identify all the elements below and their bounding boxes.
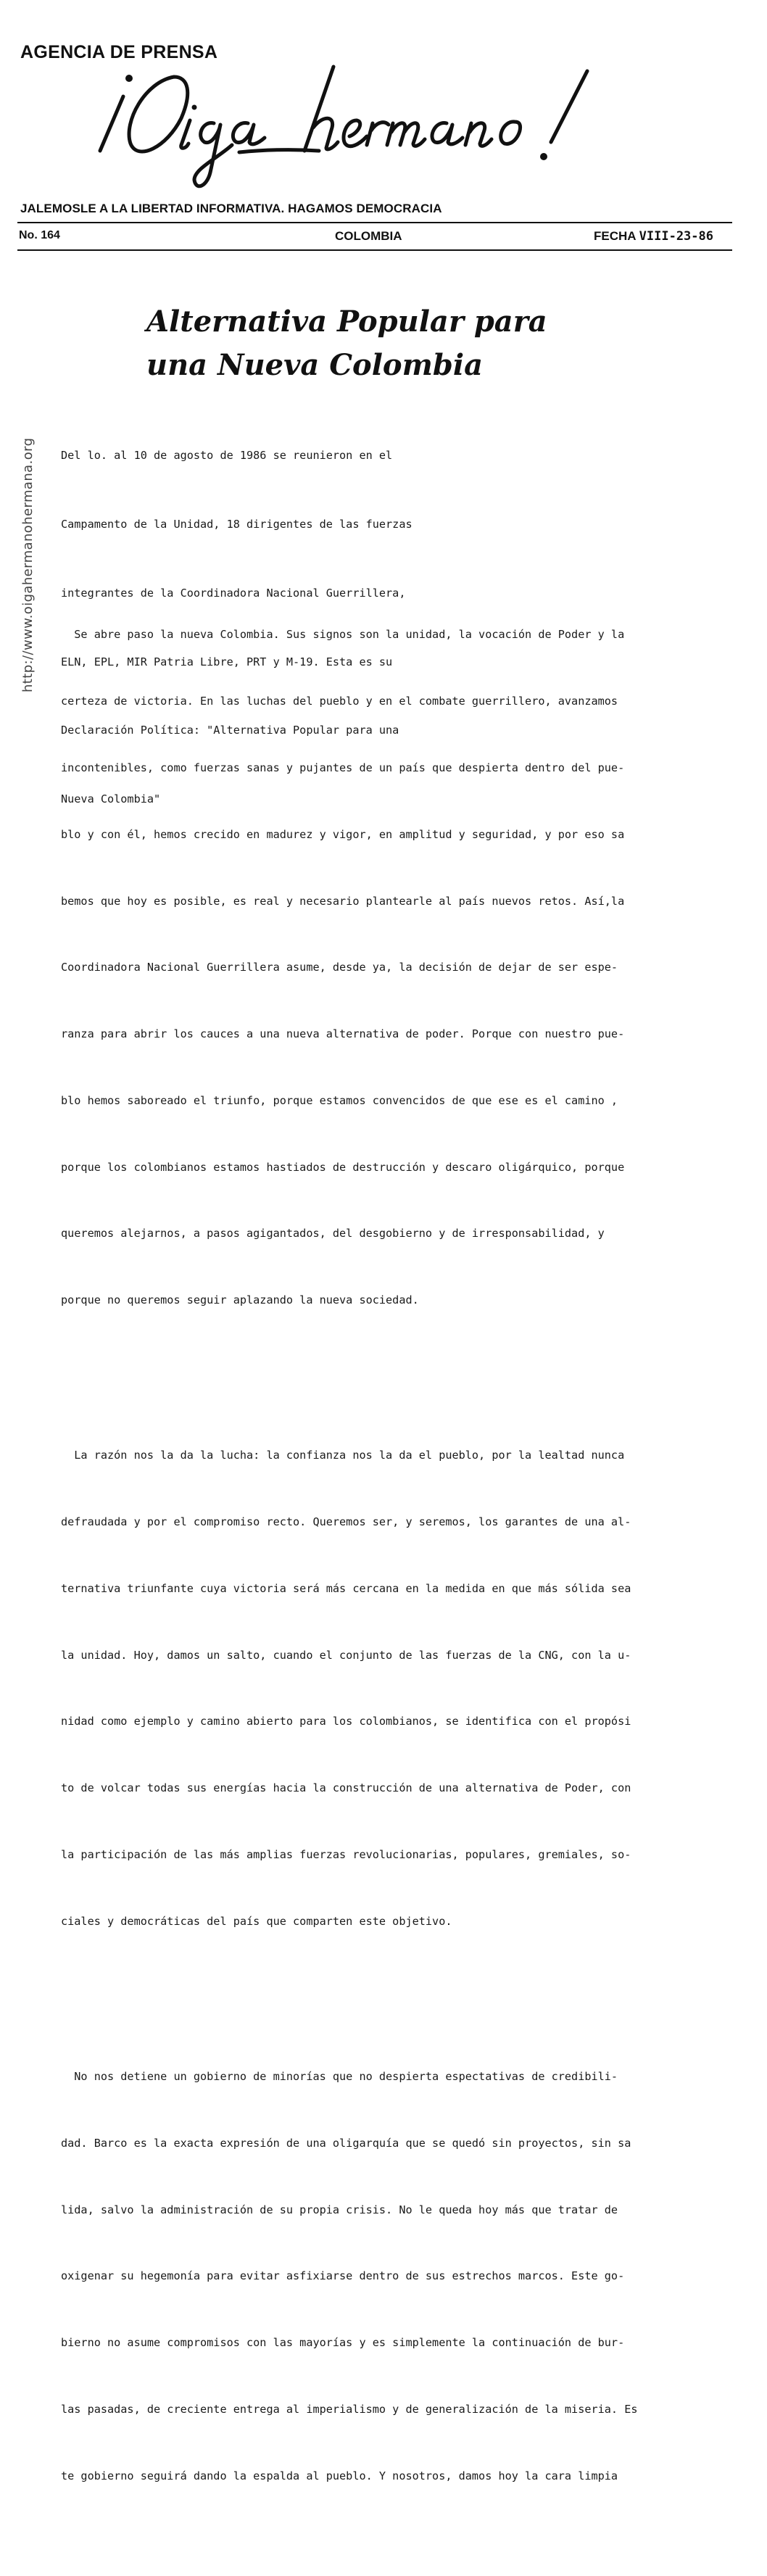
article-title-line: una Nueva Colombia [146, 348, 483, 382]
body-line: oxigenar su hegemonía para evitar asfixiarse dentro de sus estrechos marcos. Este go- [61, 2269, 625, 2283]
body-line: las pasadas, de creciente entrega al imperialismo y de generalización de la miseria. Es [61, 2402, 638, 2416]
article-title-line: Alternativa Popular para [146, 305, 547, 339]
intro-line: Declaración Política: "Alternativa Popular para una [61, 724, 399, 737]
body-line: blo hemos saboreado el triunfo, porque estamos convencidos de que ese es el camino , [61, 1093, 618, 1107]
issue-number: No. 164 [19, 229, 60, 241]
slogan: JALEMOSLE A LA LIBERTAD INFORMATIVA. HAGAMOS DEMOCRACIA [20, 202, 442, 215]
body-line: la participación de las más amplias fuerzas revolucionarias, populares, gremiales, so- [61, 1848, 631, 1862]
sidebar-url: http://www.oigahermanohermana.org [20, 437, 36, 692]
body-line: La razón nos la da la lucha: la confianza nos la da el pueblo, por la lealtad nunca [61, 1449, 625, 1462]
body-line: incontenibles, como fuerzas sanas y pujantes de un país que despierta dentro del pue- [61, 761, 625, 774]
body-line: defraudada y por el compromiso recto. Queremos ser, y seremos, los garantes de una al- [61, 1515, 631, 1529]
paragraph [61, 579, 638, 1356]
issue-info-bar [17, 229, 713, 245]
body-line: Coordinadora Nacional Guerrillera asume, desde ya, la decisión de dejar de ser espe- [61, 961, 618, 974]
intro-line: Nueva Colombia" [61, 792, 161, 806]
issue-date [594, 229, 713, 244]
body-line: la unidad. Hoy, damos un salto, cuando el conjunto de las fuerzas de la CNG, con la u- [61, 1648, 631, 1662]
masthead-script-logo [80, 64, 674, 198]
body-line: lida, salvo la administración de su propia crisis. No le queda hoy más que tratar de [61, 2203, 618, 2216]
issue-date-label: FECHA [593, 229, 636, 243]
masthead-logo [80, 64, 674, 198]
body-line: ternativa triunfante cuya victoria será más cercana en la medida en que más sólida sea [61, 1581, 631, 1595]
issue-country: COLOMBIA [335, 229, 402, 243]
body-line: porque no queremos seguir aplazando la nueva sociedad. [61, 1293, 419, 1307]
body-line: bemos que hoy es posible, es real y necesario plantearle al país nuevos retos. Así,la [61, 894, 625, 908]
intro-line: Del lo. al 10 de agosto de 1986 se reunieron en el [61, 449, 393, 463]
agency-label: AGENCIA DE PRENSA [20, 42, 218, 62]
body-line: No nos detiene un gobierno de minorías que no despierta espectativas de credibili- [61, 2069, 618, 2083]
intro-line: ELN, EPL, MIR Patria Libre, PRT y M-19. Esta es su [61, 655, 393, 668]
paragraph [61, 1400, 638, 1976]
body-line: ciales y democráticas del país que comparten este objetivo. [61, 1914, 452, 1928]
intro-line: integrantes de la Coordinadora Nacional Guerrillera, [61, 586, 406, 600]
body-line: Se abre paso la nueva Colombia. Sus signos son la unidad, la vocación de Poder y la [61, 628, 625, 642]
body-line: blo y con él, hemos crecido en madurez y vigor, en amplitud y seguridad, y por eso sa [61, 827, 625, 841]
body-line: dad. Barco es la exacta expresión de una oligarquía que se quedó sin proyectos, sin sa [61, 2136, 631, 2150]
article-body [61, 535, 638, 2576]
paragraph [61, 2021, 638, 2532]
article-title [146, 300, 668, 387]
body-line: ranza para abrir los cauces a una nueva alternativa de poder. Porque con nuestro pue- [61, 1027, 625, 1041]
body-line: certeza de victoria. En las luchas del pueblo y en el combate guerrillero, avanzamos [61, 695, 618, 708]
body-line: porque los colombianos estamos hastiados de destrucción y descaro oligárquico, porque [61, 1160, 625, 1174]
body-line: te gobierno seguirá dando la espalda al pueblo. Y nosotros, damos hoy la cara limpia [61, 2469, 618, 2482]
body-line: nidad como ejemplo y camino abierto para los colombianos, se identifica con el propósi [61, 1715, 631, 1728]
body-line: bierno no asume compromisos con las mayorías y es simplemente la continuación de bur- [61, 2336, 625, 2350]
issue-date-value: VIII-23-86 [639, 229, 713, 244]
intro-line: Campamento de la Unidad, 18 dirigentes de las fuerzas [61, 517, 412, 531]
header-rule-bottom [17, 249, 732, 251]
header-rule-top [17, 222, 732, 223]
body-line: queremos alejarnos, a pasos agigantados, del desgobierno y de irresponsabilidad, y [61, 1227, 605, 1241]
body-line: to de volcar todas sus energías hacia la construcción de una alternativa de Poder, con [61, 1781, 631, 1795]
